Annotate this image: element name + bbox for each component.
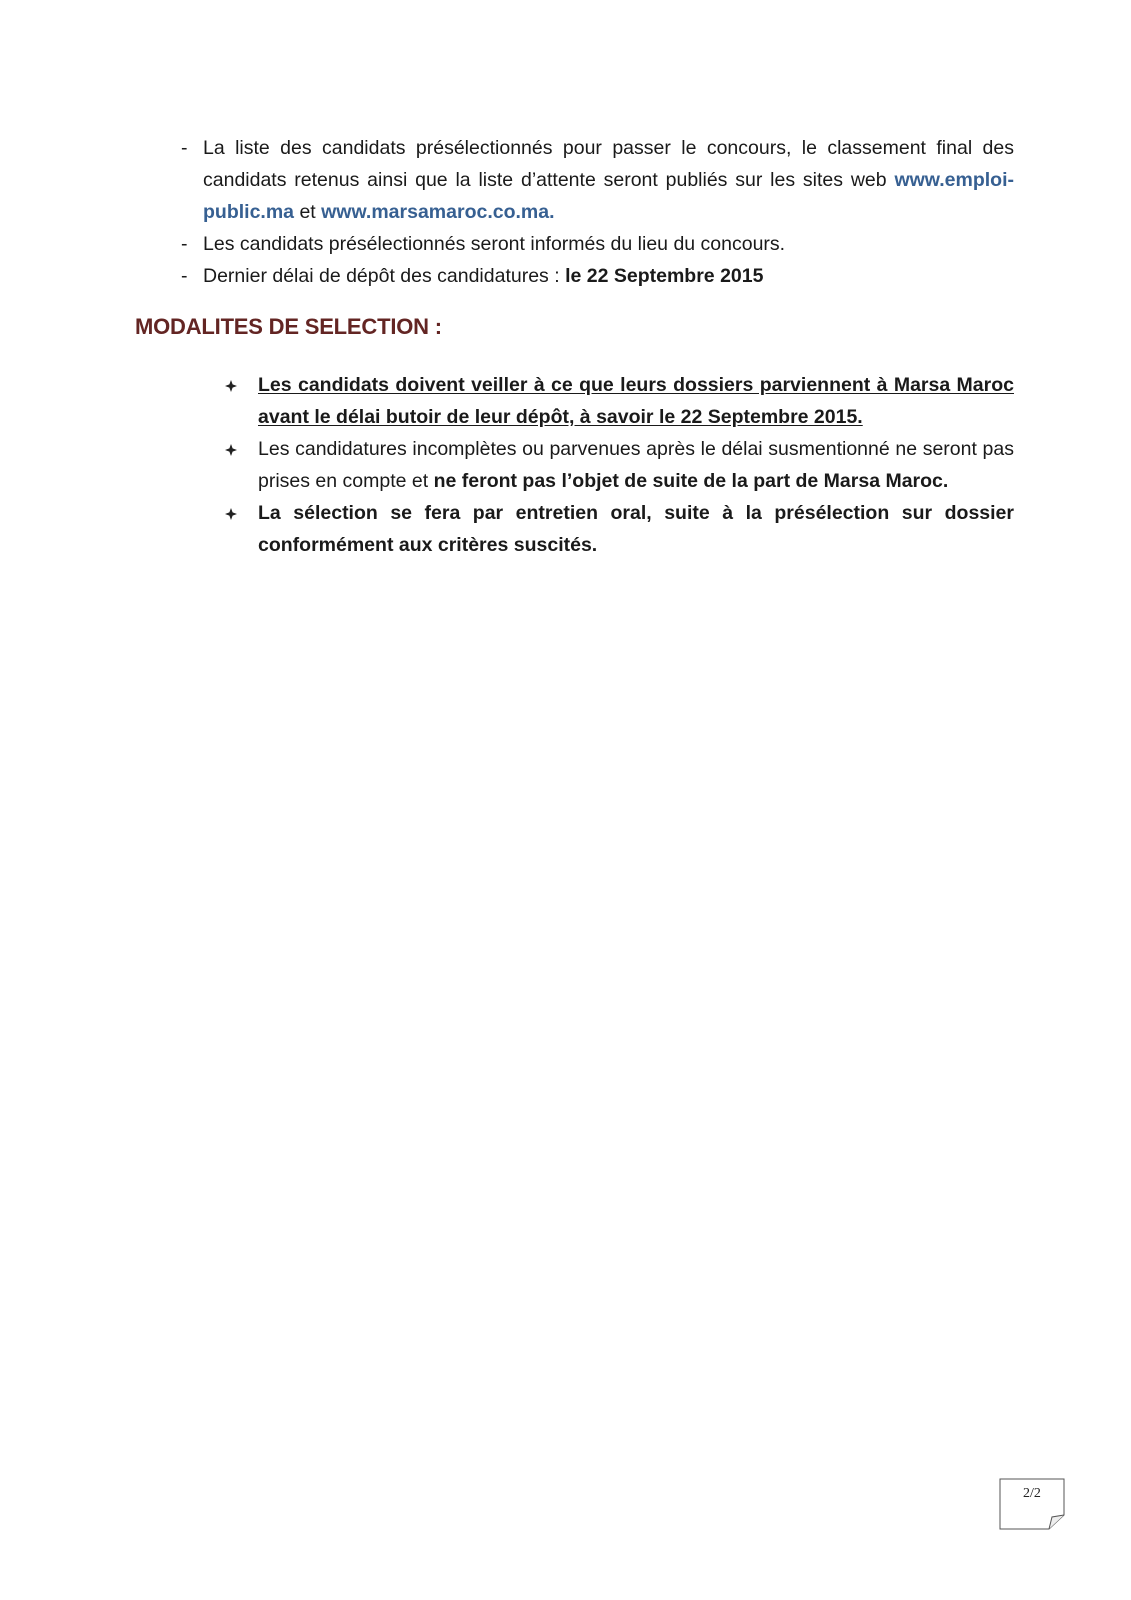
emploi-public-link[interactable]: www.emploi-public.ma xyxy=(203,169,1014,223)
page-number-box xyxy=(999,1478,1065,1530)
list-item xyxy=(224,497,1014,561)
list-item xyxy=(181,132,1014,228)
item-text: Les candidats doivent veiller à ce que leurs dossiers parviennent à Marsa Maroc avant le délai butoir de leur dépôt, à savoir le 22 Septembre 2015. xyxy=(258,374,1014,428)
item-text: Les candidatures incomplètes ou parvenues après le délai susmentionné ne seront pas prises en compte et xyxy=(258,438,1014,492)
diamond-dots-icon xyxy=(224,443,238,457)
item-text: et xyxy=(294,201,322,223)
dash-bullet: - xyxy=(181,233,188,255)
marsamaroc-link[interactable]: www.marsamaroc.co.ma. xyxy=(321,201,555,223)
item-text: Les candidats présélectionnés seront informés du lieu du concours. xyxy=(203,233,786,255)
section-title: MODALITES DE SELECTION : xyxy=(135,314,442,339)
dash-bullet: - xyxy=(181,265,188,287)
list-item xyxy=(181,228,1014,260)
list-item xyxy=(224,369,1014,433)
diamond-dots-icon xyxy=(224,507,238,521)
item-text: La liste des candidats présélectionnés pour passer le concours, le classement final des candidats retenus ainsi que la liste d’attente seront publiés sur les sites web xyxy=(203,137,1014,191)
page-number: 2/2 xyxy=(1023,1486,1041,1501)
deadline-date: le 22 Septembre 2015 xyxy=(565,265,764,287)
item-text: Dernier délai de dépôt des candidatures : xyxy=(203,265,566,287)
dash-bullet: - xyxy=(181,137,188,159)
selection-list xyxy=(224,369,1014,561)
item-bold-text: ne feront pas l’objet de suite de la part de Marsa Maroc. xyxy=(433,470,949,492)
list-item xyxy=(224,433,1014,497)
diamond-dots-icon xyxy=(224,379,238,393)
list-item xyxy=(181,260,1014,292)
item-bold-text: La sélection se fera par entretien oral, suite à la présélection sur dossier conformément aux critères suscités. xyxy=(258,502,1014,556)
intro-list xyxy=(181,132,1014,292)
